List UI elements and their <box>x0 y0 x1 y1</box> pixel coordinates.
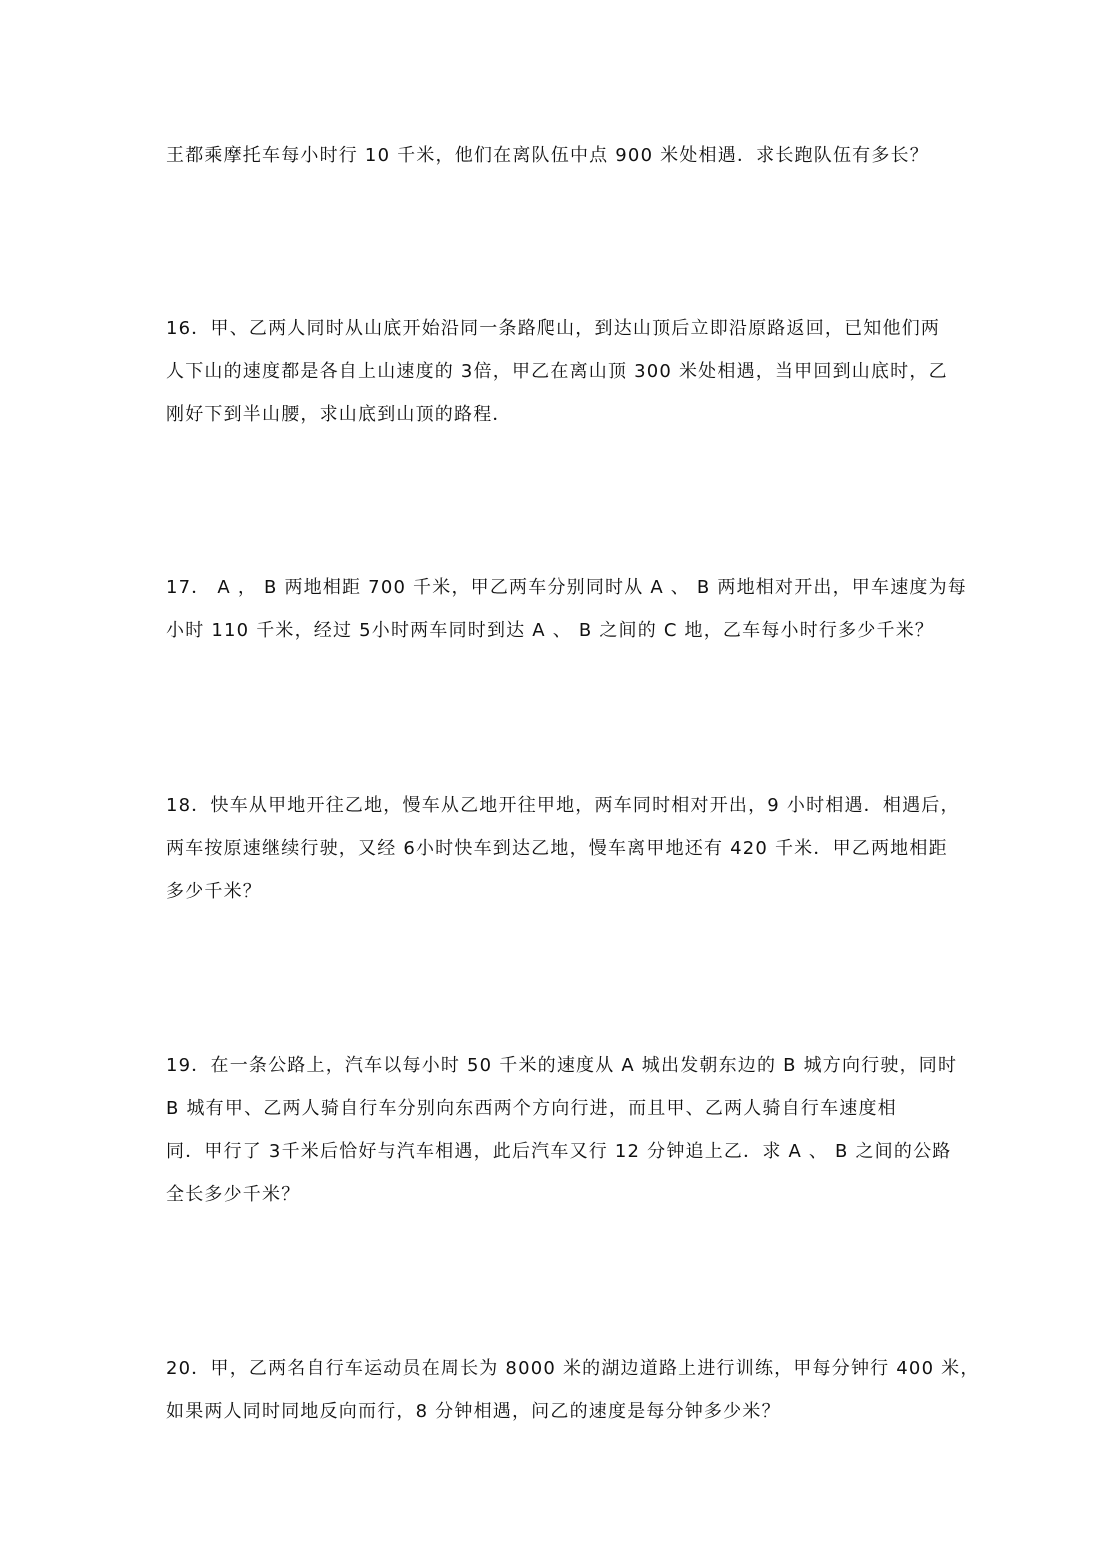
problem-line: B 城有甲、乙两人骑自行车分别向东西两个方向行进，而且甲、乙两人骑自行车速度相 <box>166 1098 897 1119</box>
problem-line: 16．甲、乙两人同时从山底开始沿同一条路爬山，到达山顶后立即沿原路返回，已知他们两 <box>166 318 941 339</box>
problem-line: 同．甲行了 3千米后恰好与汽车相遇，此后汽车又行 12 分钟追上乙．求 A 、 B 之间的公路 <box>166 1141 952 1162</box>
problem-line: 17． A ， B 两地相距 700 千米，甲乙两车分别同时从 A 、 B 两地相对开出，甲车速度为每 <box>166 577 967 598</box>
problem-20 <box>166 1347 980 1433</box>
problem-16 <box>166 307 946 436</box>
problem-15-continuation <box>166 134 946 177</box>
problem-18 <box>166 784 960 913</box>
problem-line: 19．在一条公路上，汽车以每小时 50 千米的速度从 A 城出发朝东边的 B 城方向行驶，同时 <box>166 1055 958 1076</box>
problem-line: 人下山的速度都是各自上山速度的 3倍，甲乙在离山顶 300 米处相遇，当甲回到山底时，乙 <box>166 361 948 382</box>
problem-line: 如果两人同时同地反向而行，8 分钟相遇，问乙的速度是每分钟多少米？ <box>166 1401 781 1422</box>
problem-line: 两车按原速继续行驶，又经 6小时快车到达乙地，慢车离甲地还有 420 千米．甲乙两地相距 <box>166 838 948 859</box>
problem-19 <box>166 1044 958 1216</box>
problem-line: 刚好下到半山腰，求山底到山顶的路程． <box>166 404 512 425</box>
problem-line: 王都乘摩托车每小时行 10 千米，他们在离队伍中点 900 米处相遇．求长跑队伍有多长？ <box>166 145 929 166</box>
problem-line: 18．快车从甲地开往乙地，慢车从乙地开往甲地，两车同时相对开出，9 小时相遇．相遇后， <box>166 795 960 816</box>
problem-line: 多少千米？ <box>166 881 262 902</box>
problem-line: 全长多少千米？ <box>166 1184 301 1205</box>
problem-17 <box>166 566 967 652</box>
problem-line: 20．甲，乙两名自行车运动员在周长为 8000 米的湖边道路上进行训练，甲每分钟行 400 米， <box>166 1358 980 1379</box>
problem-line: 小时 110 千米，经过 5小时两车同时到达 A 、 B 之间的 C 地，乙车每小时行多少千米？ <box>166 620 935 641</box>
